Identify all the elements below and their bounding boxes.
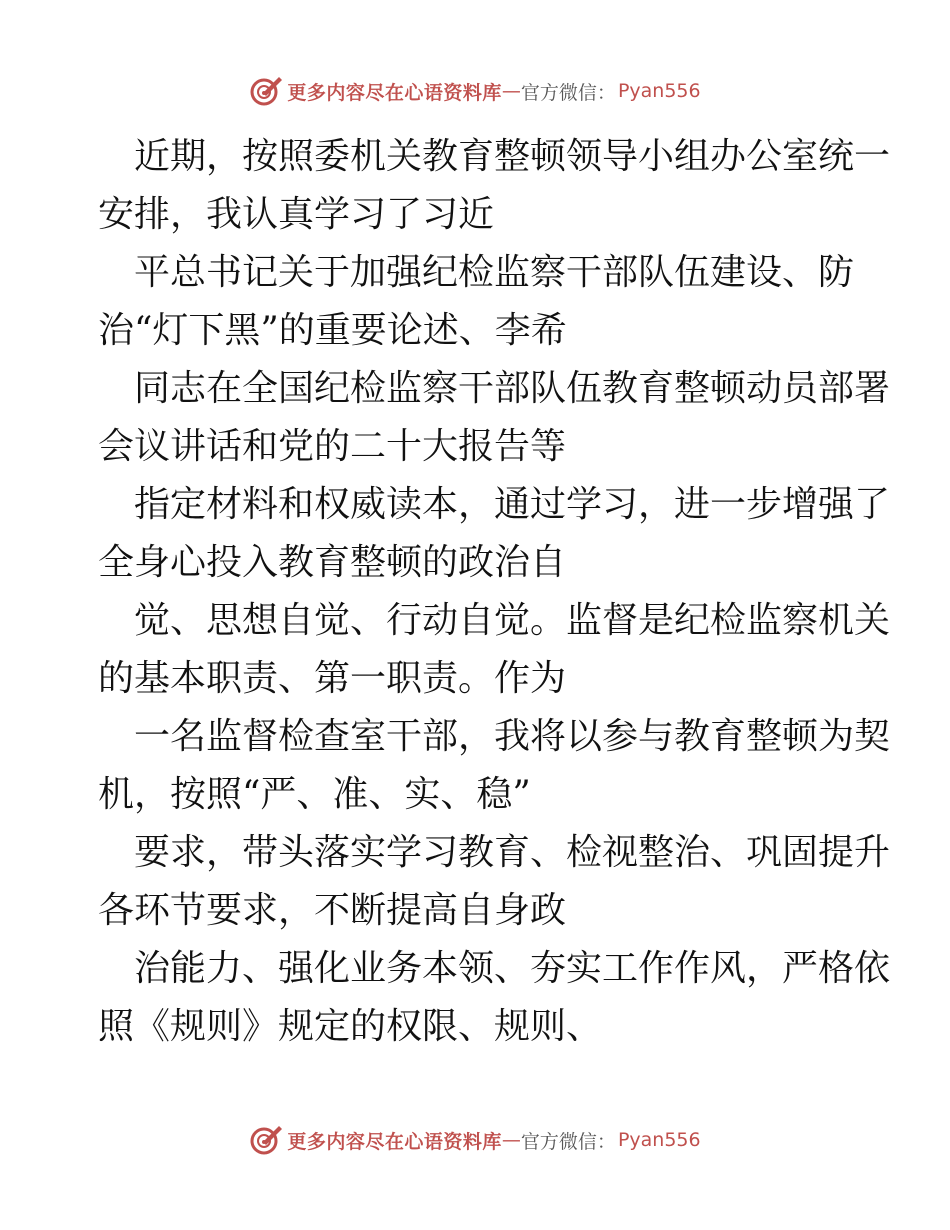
text-line: 觉、思想自觉、行动自觉。监督是纪检监察机关 xyxy=(134,600,891,641)
text-line: 的基本职责、第一职责。作为 xyxy=(98,658,567,699)
text-line: 平总书记关于加强纪检监察干部队伍建设、防 xyxy=(134,252,855,293)
document-body xyxy=(0,128,950,1056)
text-line: 照《规则》规定的权限、规则、 xyxy=(98,1006,603,1047)
watermark-footer xyxy=(0,1123,950,1157)
text-line: 会议讲话和党的二十大报告等 xyxy=(98,426,567,467)
watermark-dash: — xyxy=(501,80,521,102)
text-line: 要求，带头落实学习教育、检视整治、巩固提升 xyxy=(134,832,891,873)
text-line: 同志在全国纪检监察干部队伍教育整顿动员部署 xyxy=(134,368,891,409)
pen-logo-icon xyxy=(249,74,283,108)
watermark-wechat-id: Pyan556 xyxy=(617,1129,701,1151)
text-line: 指定材料和权威读本，通过学习，进一步增强了 xyxy=(134,484,891,525)
text-line: 治“灯下黑”的重要论述、李希 xyxy=(98,310,567,351)
watermark-dash: — xyxy=(501,1129,521,1151)
watermark-wechat-id: Pyan556 xyxy=(617,80,701,102)
watermark-header xyxy=(0,74,950,108)
text-line: 治能力、强化业务本领、夯实工作作风，严格依 xyxy=(134,948,891,989)
watermark-official: 官方微信： xyxy=(520,1130,616,1153)
watermark-brand: 更多内容尽在心语资料库 xyxy=(287,1130,502,1153)
watermark-brand: 更多内容尽在心语资料库 xyxy=(287,81,502,104)
text-line: 安排，我认真学习了习近 xyxy=(98,194,495,235)
text-line: 全身心投入教育整顿的政治自 xyxy=(98,542,567,583)
text-line: 近期，按照委机关教育整顿领导小组办公室统一 xyxy=(134,136,891,177)
text-line: 各环节要求，不断提高自身政 xyxy=(98,890,567,931)
pen-logo-icon xyxy=(249,1123,283,1157)
text-line: 一名监督检查室干部，我将以参与教育整顿为契 xyxy=(134,716,891,757)
watermark-official: 官方微信： xyxy=(520,81,616,104)
text-line: 机，按照“严、准、实、稳” xyxy=(98,774,531,815)
